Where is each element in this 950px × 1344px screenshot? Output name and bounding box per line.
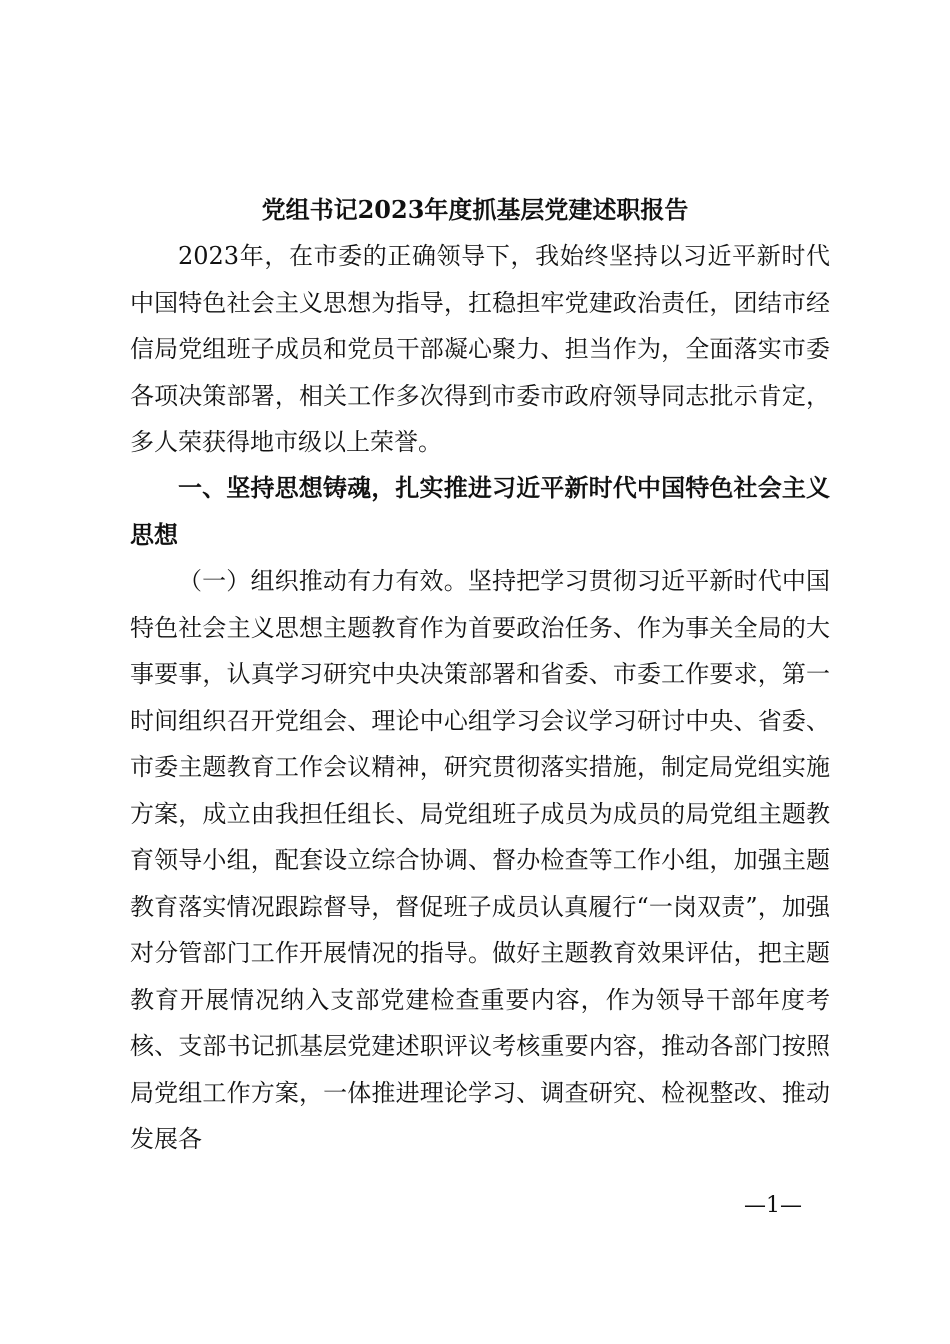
section-heading-1: 一、坚持思想铸魂，扎实推进习近平新时代中国特色社会主义思想 [130, 474, 830, 549]
intro-paragraph-block [130, 233, 830, 466]
intro-paragraph: 2023年，在市委的正确领导下，我始终坚持以习近平新时代中国特色社会主义思想为指导，扛稳担牢党建政治责任，团结市经信局党组班子成员和党员干部凝心聚力、担当作为，全面落实市委各项决策部署，相关工作多次得到市委市政府领导同志批示肯定，多人荣获得地市级以上荣誉。 [130, 242, 830, 456]
subsection-paragraph-1: （一）组织推动有力有效。坚持把学习贯彻习近平新时代中国特色社会主义思想主题教育作为首要政治任务、作为事关全局的大事要事，认真学习研究中央决策部署和省委、市委工作要求，第一时间组织召开党组会、理论中心组学习会议学习研讨中央、省委、市委主题教育工作会议精神，研究贯彻落实措施，制定局党组实施方案，成立由我担任组长、局党组班子成员为成员的局党组主题教育领导小组，配套设立综合协调、督办检查等工作小组，加强主题教育落实情况跟踪督导，督促班子成员认真履行“一岗双责”，加强对分管部门工作开展情况的指导。做好主题教育效果评估，把主题教育开展情况纳入支部党建检查重要内容，作为领导干部年度考核、支部书记抓基层党建述职评议考核重要内容，推动各部门按照局党组工作方案，一体推进理论学习、调查研究、检视整改、推动发展各 [130, 567, 830, 1153]
document-title: 党组书记2023年度抓基层党建述职报告 [261, 195, 689, 224]
subsection-paragraph-block [130, 558, 830, 1163]
section-heading-block [130, 465, 830, 558]
page-number: —1— [744, 1193, 802, 1218]
